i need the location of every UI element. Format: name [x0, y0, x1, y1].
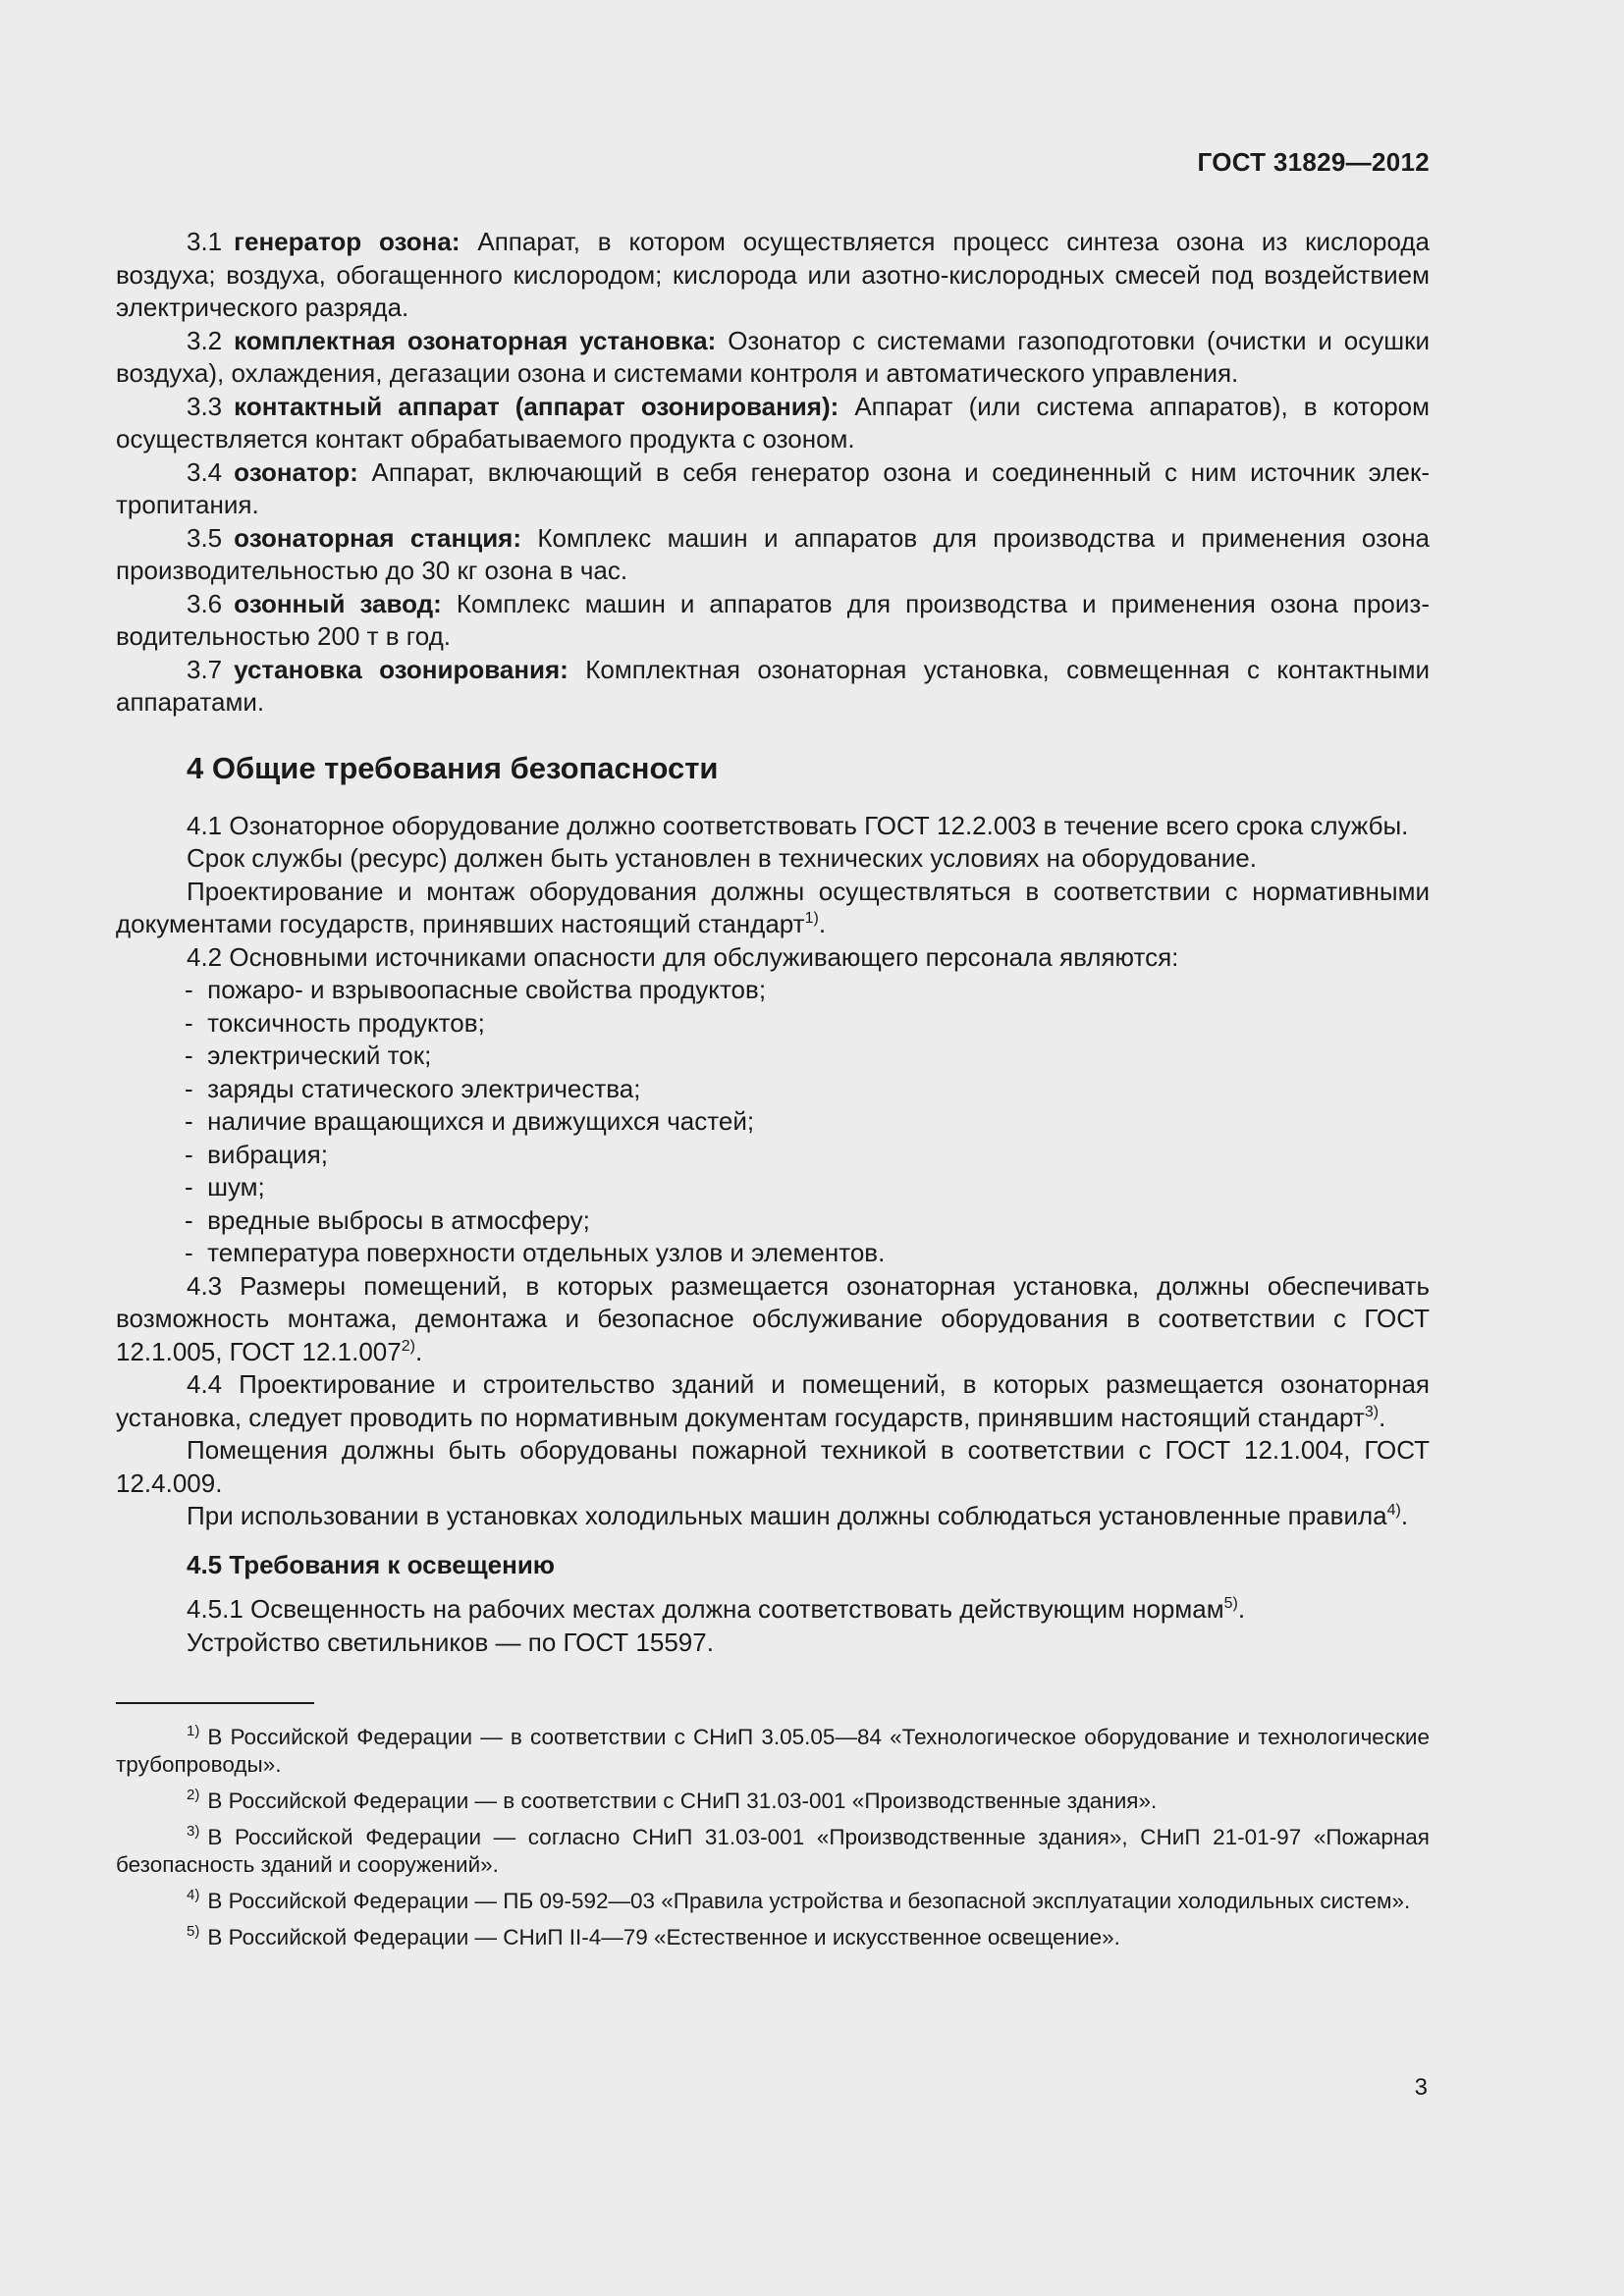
- list-item: - шум;: [116, 1171, 1430, 1204]
- section-4-title: 4 Общие требования безопасности: [187, 750, 719, 785]
- list-item: - пожаро- и взрывоопасные свойства продуктов;: [116, 974, 1430, 1007]
- term-3-6: 3.6 озонный завод: Комплекс машин и аппаратов для производства и применения озона производительностью 200 т в год.: [116, 588, 1430, 651]
- footnotes: [116, 1724, 1430, 1951]
- footnote-ref-5: 5): [1223, 1595, 1238, 1612]
- paragraph-4-4: 4.4 Проектирование и строительство зданий и помещений, в которых размещается озонаторная установка, следует проводить по нормативным документам государств, принявшим настоящий стандарт$^{3)}$.: [116, 1369, 1430, 1432]
- footnote-separator: [116, 1702, 314, 1704]
- paragraph-4-1: 4.1 Озонаторное оборудование должно соответствовать ГОСТ 12.2.003 в течение всего срока службы.: [187, 810, 1409, 840]
- list-item: - вибрация;: [116, 1139, 1430, 1172]
- footnote-ref-4: 4): [1386, 1502, 1401, 1519]
- footnote-5: $^{5)}$ В Российской Федерации — СНиП II-4—79 «Естественное и искусственное освещение».: [187, 1923, 1120, 1949]
- footnote-2: $^{2)}$ В Российской Федерации — в соответствии с СНиП 31.03-001 «Производственные здания».: [187, 1787, 1158, 1813]
- footnote-ref-2: 2): [401, 1337, 415, 1355]
- paragraph-4-4-fire: Помещения должны быть оборудованы пожарной техникой в соответствии с ГОСТ 12.1.004, ГОСТ 12.4.009.: [116, 1435, 1430, 1498]
- paragraph-4-4-refrigeration: При использовании в установках холодильных машин должны соблюдаться установленные правила$^{4)}$.: [187, 1501, 1409, 1530]
- footnote-ref-3: 3): [1364, 1403, 1380, 1420]
- paragraph-4-1-design: Проектирование и монтаж оборудования должны осуществляться в соответствии с нормативными документами государств, принявших настоящий стандарт$^{1)}$.: [116, 876, 1430, 938]
- footnote-1: $^{1)}$ В Российской Федерации — в соответствии с СНиП 3.05.05—84 «Технологическое оборудование и технологические трубопроводы».: [116, 1723, 1430, 1777]
- term-3-7: 3.7 установка озонирования: Комплектная озонаторная установка, совмещенная с контактными аппаратами.: [116, 654, 1430, 717]
- paragraph-4-5-1-luminaires: Устройство светильников — по ГОСТ 15597.: [187, 1627, 714, 1657]
- page-content: [116, 226, 1430, 1960]
- footnote-3: $^{3)}$ В Российской Федерации — согласно СНиП 31.03-001 «Производственные здания», СНиП 21-01-97 «Пожарная безопасность зданий и сооружений».: [116, 1823, 1430, 1877]
- term-3-5: 3.5 озонаторная станция: Комплекс машин и аппаратов для производства и применения озона производительностью до 30 кг озона в час.: [116, 522, 1431, 585]
- paragraph-4-5-1: 4.5.1 Освещенность на рабочих местах должна соответствовать действующим нормам$^{5)}$.: [187, 1594, 1246, 1624]
- list-item: - электрический ток;: [116, 1040, 1430, 1073]
- subsection-4-5-title: 4.5 Требования к освещению: [187, 1549, 556, 1579]
- paragraph-4-1-service-life: Срок службы (ресурс) должен быть установлен в технических условиях на оборудование.: [187, 843, 1257, 873]
- list-item: - температура поверхности отдельных узлов и элементов.: [116, 1237, 1430, 1270]
- list-item: - токсичность продуктов;: [116, 1007, 1430, 1041]
- term-3-2: 3.2 комплектная озонаторная установка: Озонатор с системами газоподготовки (очистки и осушки воздуха), охлаждения, дегазации озона и системами контроля и автоматического управления.: [116, 325, 1430, 388]
- list-item: - заряды статического электричества;: [116, 1073, 1430, 1106]
- term-3-1: 3.1 генератор озона: Аппарат, в котором осуществляется процесс синтеза озона из кислорода воздуха; воздуха, обогащенного кислородом; кислорода или азотно-кислородных смесей под воздействием электрического разряда.: [116, 227, 1430, 322]
- document-code: ГОСТ 31829—2012: [1197, 147, 1430, 177]
- paragraph-4-3: 4.3 Размеры помещений, в которых размещается озонаторная установка, должны обеспечивать возможность монтажа, демонтажа и безопасное обслуживание оборудования в соответствии с ГОСТ 12.1.005, ГОСТ 12.1.007$^{2)}$.: [116, 1270, 1430, 1366]
- hazards-list: [116, 974, 1430, 1270]
- list-item: - наличие вращающихся и движущихся частей;: [116, 1105, 1430, 1139]
- term-3-3: 3.3 контактный аппарат (аппарат озонирования): Аппарат (или система аппаратов), в котором осуществляется контакт обрабатываемого продукта с озоном.: [116, 391, 1430, 454]
- term-3-4: 3.4 озонатор: Аппарат, включающий в себя генератор озона и соединенный с ним источник электропитания.: [116, 456, 1430, 519]
- footnote-ref-1: 1): [804, 910, 819, 927]
- list-item: - вредные выбросы в атмосферу;: [116, 1204, 1430, 1238]
- footnote-4: $^{4)}$ В Российской Федерации — ПБ 09-592—03 «Правила устройства и безопасной эксплуатации холодильных систем».: [187, 1887, 1411, 1913]
- paragraph-4-2: 4.2 Основными источниками опасности для обслуживающего персонала являются:: [187, 941, 1179, 972]
- page-number: 3: [1414, 2074, 1428, 2101]
